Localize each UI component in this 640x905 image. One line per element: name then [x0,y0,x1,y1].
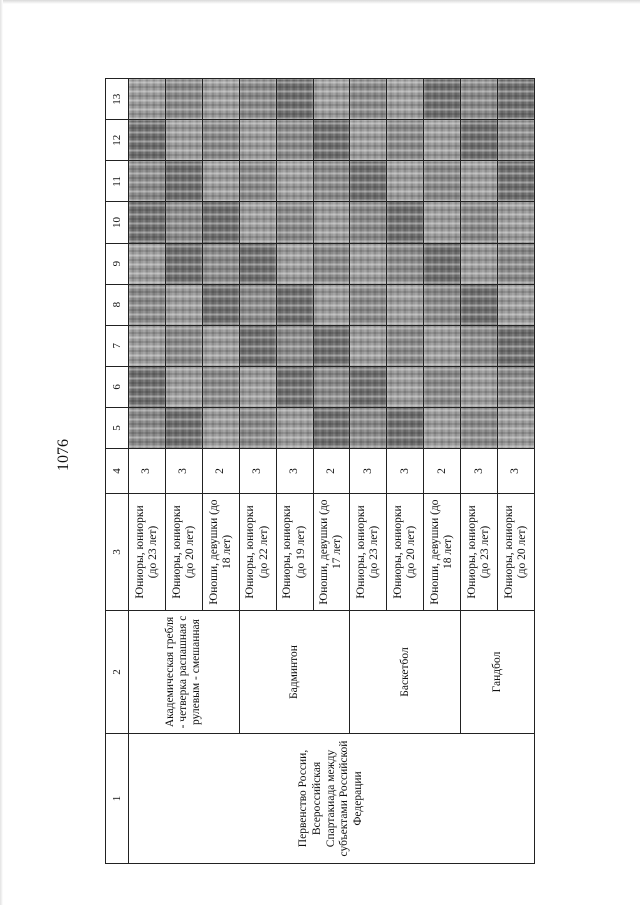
redacted-cell [202,407,239,448]
redacted-cell [276,366,313,407]
redacted-cell [313,79,350,120]
sports-schedule-table [105,78,535,864]
redacted-cell [350,407,387,448]
redacted-cell [387,284,424,325]
redacted-cell [424,202,461,243]
redacted-cell [387,366,424,407]
redacted-cell [313,366,350,407]
redacted-cell [313,120,350,161]
redacted-cell [129,366,166,407]
age-category-cell: Юноши, девушки (до 18 лет) [424,494,461,611]
table-row [129,79,166,864]
redacted-cell [313,407,350,448]
value-cell: 3 [276,449,313,494]
redacted-cell [239,366,276,407]
redacted-cell [424,79,461,120]
age-category-cell: Юноши, девушки (до 18 лет) [202,494,239,611]
redacted-cell [165,79,202,120]
redacted-cell [350,366,387,407]
redacted-cell [313,243,350,284]
redacted-cell [313,284,350,325]
redacted-cell [424,325,461,366]
age-category-cell: Юниоры, юниорки (до 22 лет) [239,494,276,611]
column-header-11: 11 [106,161,129,202]
column-header-1: 1 [106,734,129,864]
sport-name-cell: Бадминтон [239,611,350,734]
column-header-3: 3 [106,494,129,611]
table-header-row [106,79,129,864]
redacted-cell [276,79,313,120]
redacted-cell [129,243,166,284]
age-category-cell: Юноши, девушки (до 17 лет) [313,494,350,611]
redacted-cell [461,79,498,120]
column-header-2: 2 [106,611,129,734]
redacted-cell [387,120,424,161]
redacted-cell [239,202,276,243]
redacted-cell [239,79,276,120]
column-header-5: 5 [106,407,129,448]
redacted-cell [350,161,387,202]
redacted-cell [239,243,276,284]
value-cell: 2 [424,449,461,494]
redacted-cell [498,120,535,161]
redacted-cell [387,79,424,120]
redacted-cell [498,79,535,120]
column-header-7: 7 [106,325,129,366]
redacted-cell [424,284,461,325]
redacted-cell [202,120,239,161]
value-cell: 3 [461,449,498,494]
column-header-8: 8 [106,284,129,325]
redacted-cell [350,79,387,120]
redacted-cell [202,202,239,243]
redacted-cell [129,161,166,202]
age-category-cell: Юниоры, юниорки (до 23 лет) [350,494,387,611]
column-header-4: 4 [106,449,129,494]
redacted-cell [498,407,535,448]
redacted-cell [461,202,498,243]
redacted-cell [424,161,461,202]
redacted-cell [239,161,276,202]
redacted-cell [461,366,498,407]
redacted-cell [313,161,350,202]
age-category-cell: Юниоры, юниорки (до 20 лет) [498,494,535,611]
redacted-cell [276,120,313,161]
redacted-cell [424,407,461,448]
redacted-cell [129,120,166,161]
age-category-cell: Юниоры, юниорки (до 19 лет) [276,494,313,611]
redacted-cell [239,325,276,366]
redacted-cell [165,202,202,243]
column-header-10: 10 [106,202,129,243]
redacted-cell [387,325,424,366]
value-cell: 3 [498,449,535,494]
redacted-cell [202,161,239,202]
redacted-cell [165,161,202,202]
age-category-cell: Юниоры, юниорки (до 20 лет) [387,494,424,611]
age-category-cell: Юниоры, юниорки (до 20 лет) [165,494,202,611]
redacted-cell [202,284,239,325]
redacted-cell [424,243,461,284]
redacted-cell [165,120,202,161]
redacted-cell [276,243,313,284]
scan-edge-left [0,0,3,905]
value-cell: 3 [129,449,166,494]
column-header-6: 6 [106,366,129,407]
redacted-cell [202,79,239,120]
redacted-cell [276,284,313,325]
redacted-cell [498,161,535,202]
redacted-cell [165,284,202,325]
redacted-cell [498,366,535,407]
redacted-cell [165,243,202,284]
redacted-cell [129,79,166,120]
redacted-cell [387,407,424,448]
column-header-13: 13 [106,79,129,120]
competition-cell: Первенство России, Всероссийская Спартакиада между субъектами Российской Федерации [129,734,535,864]
redacted-cell [461,284,498,325]
redacted-cell [202,366,239,407]
value-cell: 3 [387,449,424,494]
column-header-9: 9 [106,243,129,284]
redacted-cell [165,407,202,448]
redacted-cell [276,161,313,202]
redacted-cell [239,284,276,325]
redacted-cell [239,407,276,448]
redacted-cell [498,284,535,325]
value-cell: 2 [313,449,350,494]
redacted-cell [350,325,387,366]
sport-name-cell: Гандбол [461,611,535,734]
redacted-cell [202,325,239,366]
redacted-cell [461,120,498,161]
redacted-cell [498,325,535,366]
redacted-cell [461,161,498,202]
sport-name-cell: Академическая гребля - четверка распашная с рулевым - смешанная [129,611,240,734]
redacted-cell [387,202,424,243]
redacted-cell [424,120,461,161]
redacted-cell [461,407,498,448]
redacted-cell [313,202,350,243]
redacted-cell [239,120,276,161]
page-number: 1076 [55,439,72,471]
redacted-cell [350,120,387,161]
redacted-cell [129,407,166,448]
value-cell: 3 [350,449,387,494]
column-header-12: 12 [106,120,129,161]
redacted-cell [387,243,424,284]
redacted-cell [202,243,239,284]
redacted-cell [350,202,387,243]
redacted-cell [461,243,498,284]
age-category-cell: Юниоры, юниорки (до 23 лет) [129,494,166,611]
redacted-cell [276,202,313,243]
redacted-cell [461,325,498,366]
sport-name-cell: Баскетбол [350,611,461,734]
redacted-cell [498,243,535,284]
redacted-cell [165,325,202,366]
redacted-cell [350,243,387,284]
rotated-table-container [105,93,535,864]
value-cell: 3 [239,449,276,494]
redacted-cell [350,284,387,325]
redacted-cell [276,325,313,366]
scan-edge-top [0,0,640,4]
age-category-cell: Юниоры, юниорки (до 23 лет) [461,494,498,611]
redacted-cell [165,366,202,407]
redacted-cell [313,325,350,366]
redacted-cell [129,202,166,243]
redacted-cell [276,407,313,448]
value-cell: 2 [202,449,239,494]
redacted-cell [387,161,424,202]
redacted-cell [129,284,166,325]
redacted-cell [498,202,535,243]
value-cell: 3 [165,449,202,494]
redacted-cell [424,366,461,407]
redacted-cell [129,325,166,366]
